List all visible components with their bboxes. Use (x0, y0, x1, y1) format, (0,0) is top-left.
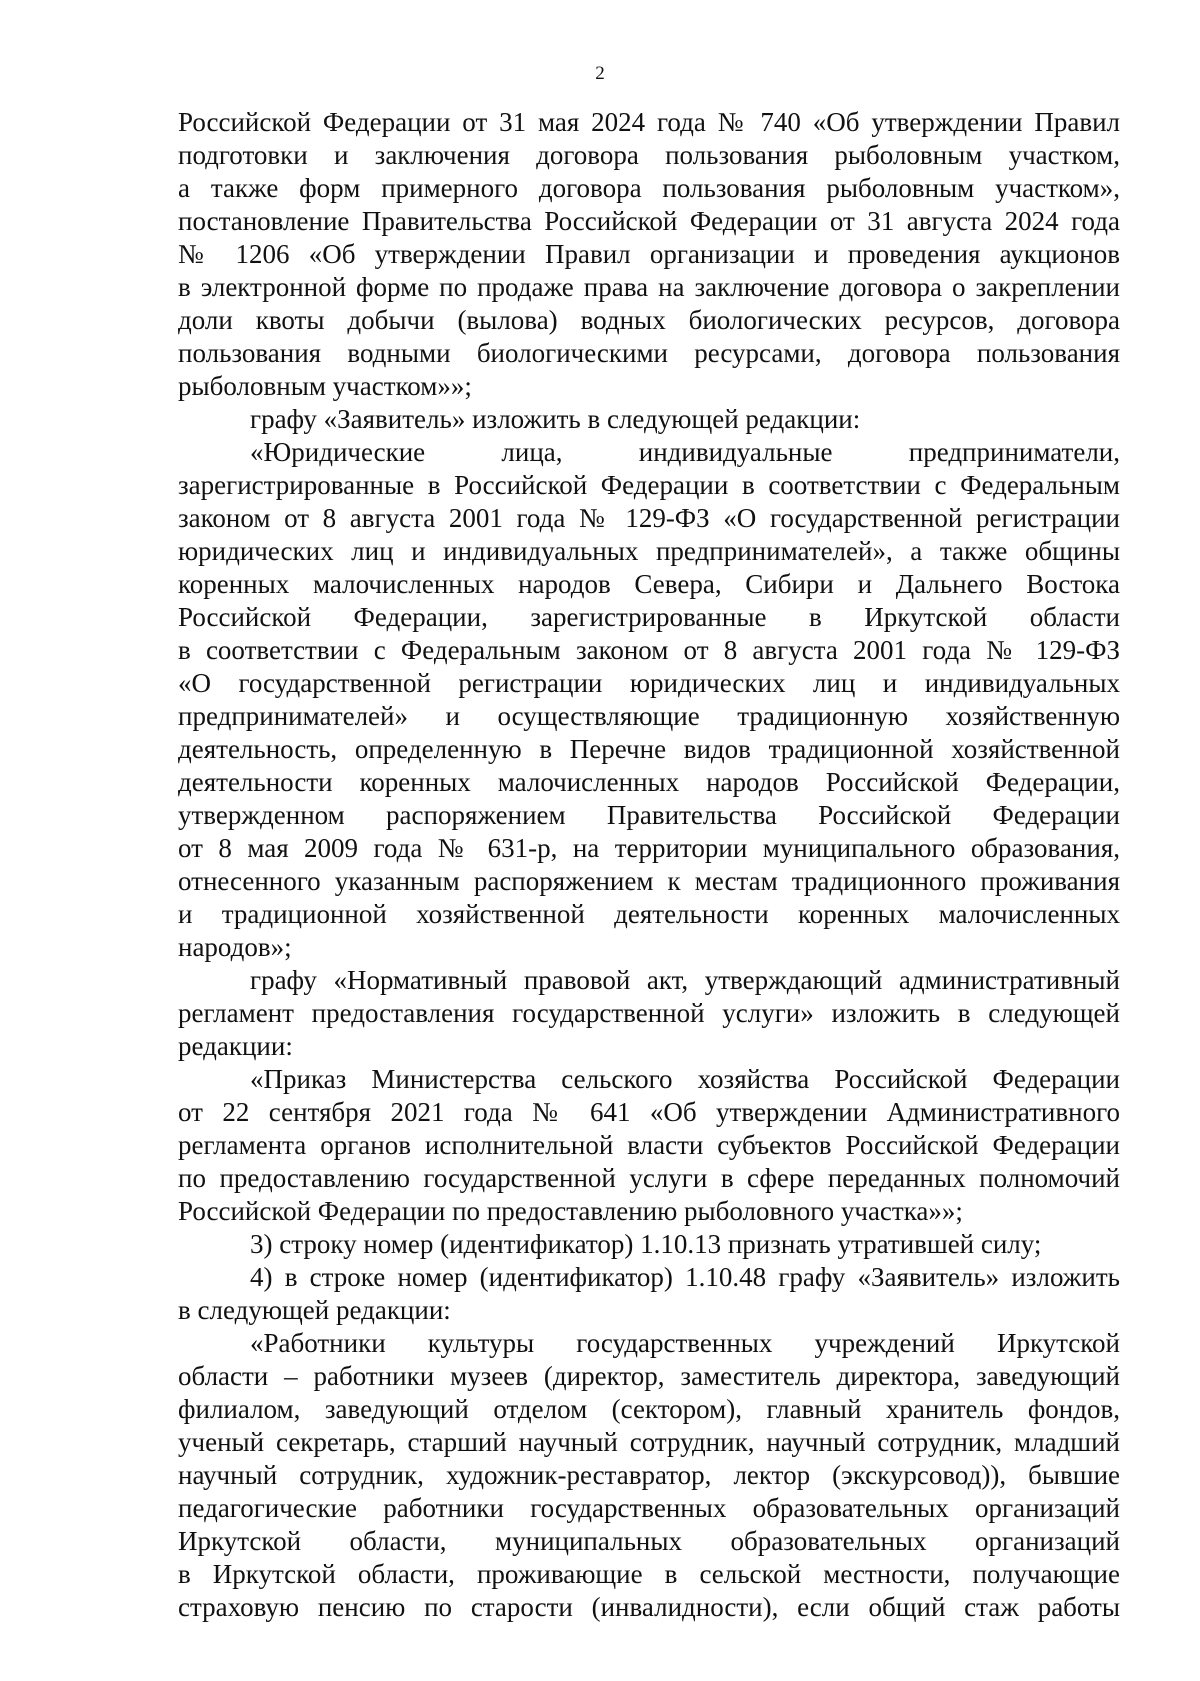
text-line: рыболовным участком»»; (178, 371, 472, 401)
text-line: подготовки и заключения договора пользования рыболовным участком, (178, 140, 1120, 170)
document-body (178, 106, 1120, 1624)
text-line: редакции: (178, 1031, 293, 1061)
text-line: деятельность, определенную в Перечне видов традиционной хозяйственной (178, 734, 1120, 764)
text-line: области – работники музеев (директор, заместитель директора, заведующий (178, 1361, 1120, 1391)
text-line: «О государственной регистрации юридических лиц и индивидуальных (178, 668, 1120, 698)
text-line: зарегистрированные в Российской Федерации в соответствии с Федеральным (178, 470, 1120, 500)
text-line: в следующей редакции: (178, 1295, 451, 1325)
page-number: 2 (595, 63, 605, 84)
text-line: в соответствии с Федеральным законом от 8 августа 2001 года № 129-ФЗ (178, 635, 1120, 665)
text-line: регламент предоставления государственной услуги» изложить в следующей (178, 998, 1120, 1028)
text-line: Российской Федерации по предоставлению рыболовного участка»»; (178, 1196, 963, 1226)
text-line: Российской Федерации от 31 мая 2024 года № 740 «Об утверждении Правил (178, 107, 1120, 137)
text-line: регламента органов исполнительной власти субъектов Российской Федерации (178, 1130, 1120, 1160)
text-line: юридических лиц и индивидуальных предпринимателей», а также общины (178, 536, 1120, 566)
text-line: графу «Нормативный правовой акт, утверждающий административный (250, 965, 1120, 995)
text-line: «Приказ Министерства сельского хозяйства Российской Федерации (250, 1064, 1120, 1094)
text-line: «Юридические лица, индивидуальные предприниматели, (250, 437, 1120, 467)
text-line: по предоставлению государственной услуги в сфере переданных полномочий (178, 1163, 1120, 1193)
text-line: законом от 8 августа 2001 года № 129-ФЗ «О государственной регистрации (178, 503, 1120, 533)
text-line: страховую пенсию по старости (инвалидности), если общий стаж работы (178, 1592, 1120, 1622)
text-line: филиалом, заведующий отделом (сектором), главный хранитель фондов, (178, 1394, 1120, 1424)
text-line: от 22 сентября 2021 года № 641 «Об утверждении Административного (178, 1097, 1120, 1127)
text-line: в Иркутской области, проживающие в сельской местности, получающие (178, 1559, 1120, 1589)
text-line: «Работники культуры государственных учреждений Иркутской (250, 1328, 1120, 1358)
text-line: постановление Правительства Российской Федерации от 31 августа 2024 года (178, 206, 1120, 236)
text-line: отнесенного указанным распоряжением к местам традиционного проживания (178, 866, 1120, 896)
text-line: 3) строку номер (идентификатор) 1.10.13 признать утратившей силу; (250, 1229, 1042, 1259)
text-line: Иркутской области, муниципальных образовательных организаций (178, 1526, 1120, 1556)
text-line: от 8 мая 2009 года № 631-р, на территории муниципального образования, (178, 833, 1120, 863)
text-line: предпринимателей» и осуществляющие традиционную хозяйственную (178, 701, 1120, 731)
text-line: утвержденном распоряжением Правительства Российской Федерации (178, 800, 1120, 830)
text-line: 4) в строке номер (идентификатор) 1.10.48 графу «Заявитель» изложить (250, 1262, 1120, 1292)
text-line: народов»; (178, 932, 292, 962)
text-line: Российской Федерации, зарегистрированные в Иркутской области (178, 602, 1120, 632)
text-line: педагогические работники государственных образовательных организаций (178, 1493, 1120, 1523)
text-line: деятельности коренных малочисленных народов Российской Федерации, (178, 767, 1120, 797)
text-line: пользования водными биологическими ресурсами, договора пользования (178, 338, 1120, 368)
text-line: в электронной форме по продаже права на заключение договора о закреплении (178, 272, 1120, 302)
text-line: ученый секретарь, старший научный сотрудник, научный сотрудник, младший (178, 1427, 1120, 1457)
text-line: коренных малочисленных народов Севера, Сибири и Дальнего Востока (178, 569, 1120, 599)
text-line: доли квоты добычи (вылова) водных биологических ресурсов, договора (178, 305, 1120, 335)
text-line: № 1206 «Об утверждении Правил организации и проведения аукционов (178, 239, 1120, 269)
text-line: и традиционной хозяйственной деятельности коренных малочисленных (178, 899, 1120, 929)
text-line: графу «Заявитель» изложить в следующей редакции: (250, 404, 861, 434)
text-line: а также форм примерного договора пользования рыболовным участком», (178, 173, 1120, 203)
text-line: научный сотрудник, художник-реставратор, лектор (экскурсовод)), бывшие (178, 1460, 1120, 1490)
